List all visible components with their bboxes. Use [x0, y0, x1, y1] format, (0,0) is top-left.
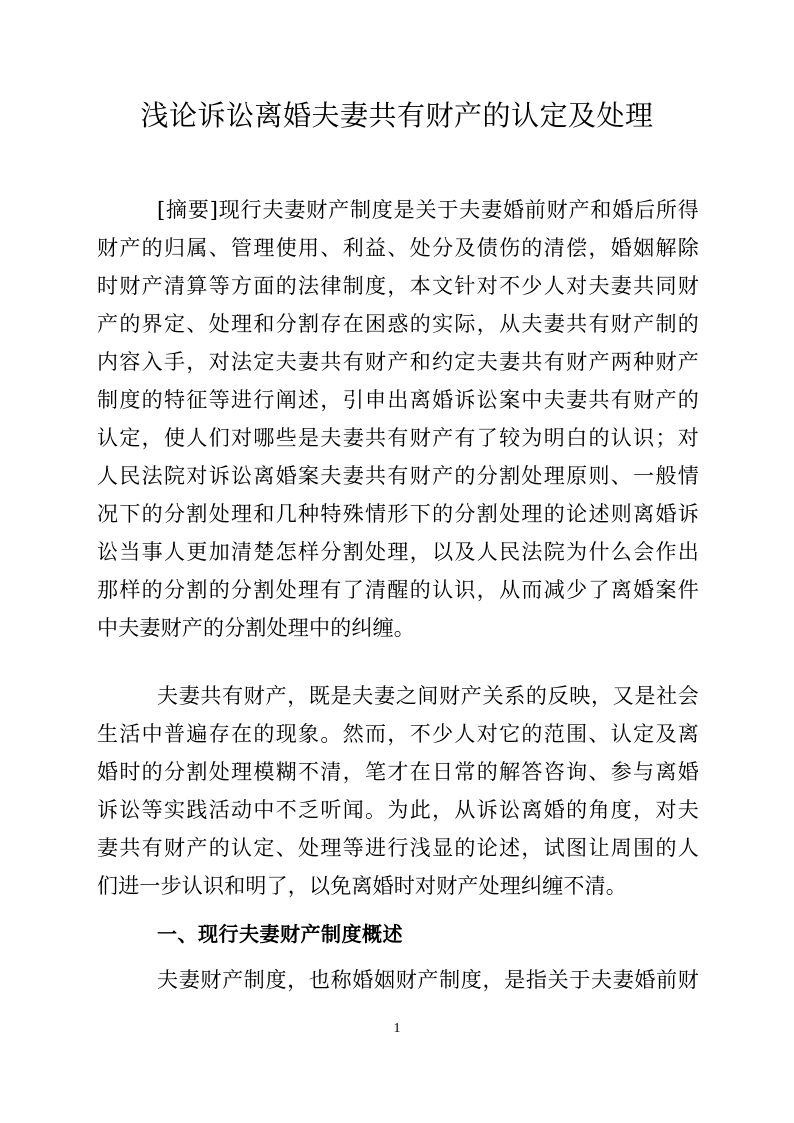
abstract-line: 人民法院对诉讼离婚案夫妻共有财产的分割处理原则、一般情	[97, 464, 699, 488]
section-heading: 一、现行夫妻财产制度概述	[157, 922, 403, 946]
document-title: 浅论诉讼离婚夫妻共有财产的认定及处理	[140, 99, 654, 132]
abstract-line: 内容入手，对法定夫妻共有财产和约定夫妻共有财产两种财产	[97, 350, 699, 374]
abstract-line: 况下的分割处理和几种特殊情形下的分割处理的论述则离婚诉	[97, 502, 699, 526]
intro-line: 夫妻共有财产，既是夫妻之间财产关系的反映，又是社会	[157, 684, 699, 708]
abstract-line: 认定，使人们对哪些是夫妻共有财产有了较为明白的认识；对	[97, 426, 699, 450]
intro-line: 婚时的分割处理模糊不清，笔才在日常的解答咨询、参与离婚	[97, 760, 699, 784]
abstract-line: 时财产清算等方面的法律制度，本文针对不少人对夫妻共同财	[97, 274, 699, 298]
abstract-line: 制度的特征等进行阐述，引申出离婚诉讼案中夫妻共有财产的	[97, 388, 699, 412]
abstract-line: 中夫妻财产的分割处理中的纠缠。	[97, 616, 415, 640]
intro-line: 诉讼等实践活动中不乏听闻。为此，从诉讼离婚的角度，对夫	[97, 798, 699, 822]
abstract-line: 财产的归属、管理使用、利益、处分及债伤的清偿，婚姻解除	[97, 236, 699, 260]
abstract-line: [摘要]现行夫妻财产制度是关于夫妻婚前财产和婚后所得	[157, 198, 699, 222]
abstract-line: 那样的分割的分割处理有了清醒的认识，从而减少了离婚案件	[97, 578, 699, 602]
abstract-line: 产的界定、处理和分割存在困惑的实际，从夫妻共有财产制的	[97, 312, 699, 336]
page-number: 1	[393, 1021, 401, 1036]
section-line: 夫妻财产制度，也称婚姻财产制度，是指关于夫妻婚前财	[157, 968, 699, 992]
abstract-line: 讼当事人更加清楚怎样分割处理，以及人民法院为什么会作出	[97, 540, 699, 564]
intro-line: 生活中普遍存在的现象。然而，不少人对它的范围、认定及离	[97, 722, 699, 746]
intro-line: 妻共有财产的认定、处理等进行浅显的论述，试图让周围的人	[97, 836, 699, 860]
intro-line: 们进一步认识和明了，以免离婚时对财产处理纠缠不清。	[97, 874, 627, 898]
